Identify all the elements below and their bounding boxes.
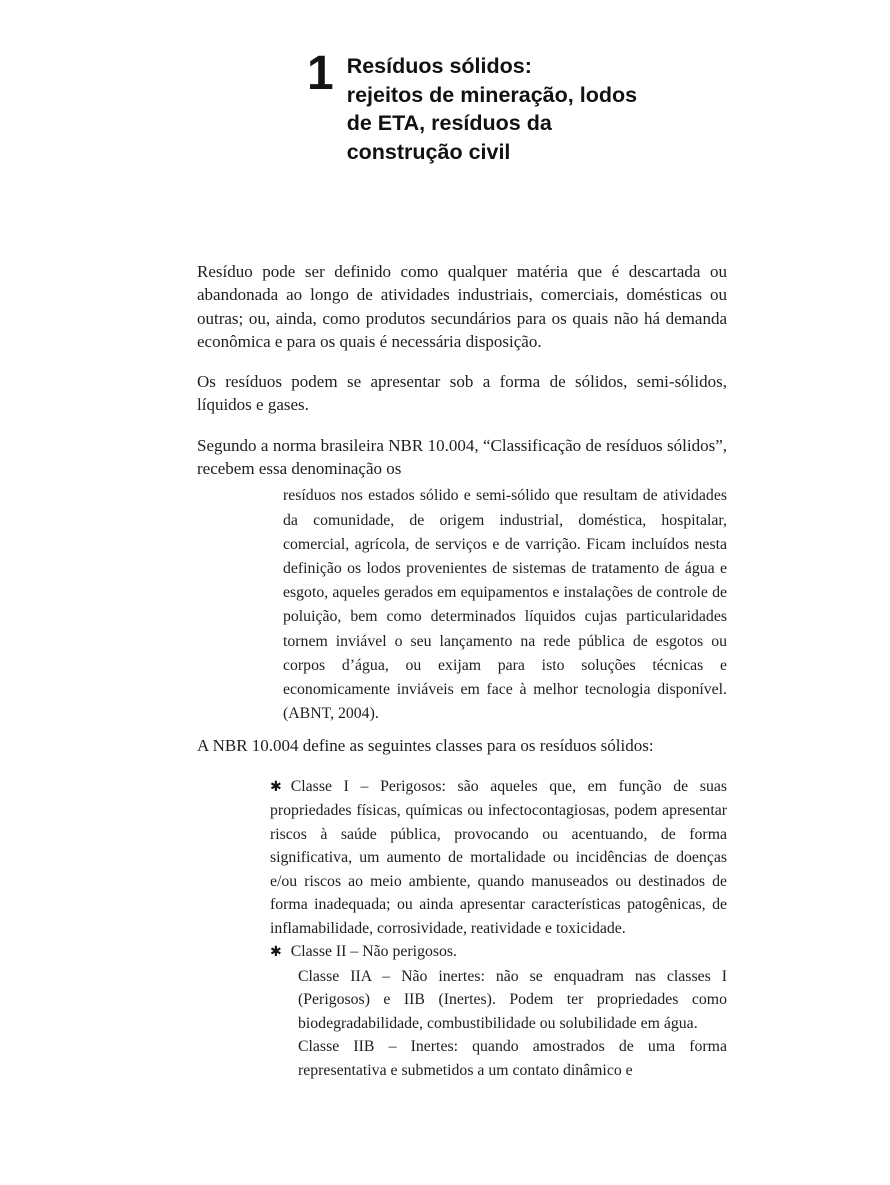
chapter-title — [347, 52, 637, 166]
list-item — [270, 940, 727, 965]
list-sub-item: Classe IIA – Não inertes: não se enquadram nas classes I (Perigosos) e IIB (Inertes). Podem ter propriedades como biodegradabilidade, combustibilidade ou solubilidade em água. — [298, 967, 727, 1032]
list-sub-item: Classe IIB – Inertes: quando amostrados de uma forma representativa e submetidos a um contato dinâmico e — [298, 1038, 727, 1079]
block-quote: resíduos nos estados sólido e semi-sólido que resultam de atividades da comunidade, de origem industrial, doméstica, hospitalar, comercial, agrícola, de serviços e de varrição. Ficam incluídos nesta definição os lodos provenientes de sistemas de tratamento de água e esgoto, aqueles gerados em equipamentos e instalações de controle de poluição, bem como determinados líquidos cujas particularidades tornem inviável o seu lançamento na rede pública de esgotos ou corpos d’água, ou exijam para isto soluções técnicas e economicamente inviáveis em face à melhor tecnologia disponível. (ABNT, 2004). — [283, 487, 727, 723]
class-list — [270, 775, 727, 1083]
chapter-title-line: Resíduos sólidos: — [346, 54, 532, 78]
list-item-text: Classe II – Não perigosos. — [290, 943, 458, 961]
body-text-column — [197, 260, 727, 1082]
list-intro: A NBR 10.004 define as seguintes classes para os resíduos sólidos: — [197, 736, 654, 756]
paragraph: Segundo a norma brasileira NBR 10.004, “Classificação de resíduos sólidos”, recebem essa denominação os — [197, 435, 727, 479]
chapter-heading — [307, 47, 638, 166]
paragraph: Resíduo pode ser definido como qualquer matéria que é descartada ou abandonada ao longo de atividades industriais, comerciais, domésticas ou outras; ou, ainda, como produtos secundários para os quais não há demanda econômica e para os quais é necessária disposição. — [197, 262, 727, 351]
star-bullet-icon: ✱ — [270, 778, 282, 795]
chapter-title-line: de ETA, resíduos da — [346, 111, 552, 135]
paragraph: Os resíduos podem se apresentar sob a forma de sólidos, semi-sólidos, líquidos e gases. — [197, 372, 727, 415]
chapter-title-line: rejeitos de mineração, lodos — [346, 82, 638, 107]
star-bullet-icon: ✱ — [270, 944, 282, 961]
list-item-text: Classe I – Perigosos: são aqueles que, em função de suas propriedades físicas, químicas ou infectocontagiosas, podem apresentar riscos à saúde pública, provocando ou acentuando, de forma significativa, um aumento de mortalidade ou incidências de doenças e/ou riscos ao meio ambiente, quando manuseados ou destinados de forma inadequada; ou ainda apresentar características patogênicas, de inflamabilidade, corrosividade, reatividade e toxicidade. — [270, 777, 727, 937]
chapter-title-line: construção civil — [346, 139, 511, 164]
chapter-number: 1 — [307, 47, 332, 100]
list-item — [270, 775, 727, 941]
